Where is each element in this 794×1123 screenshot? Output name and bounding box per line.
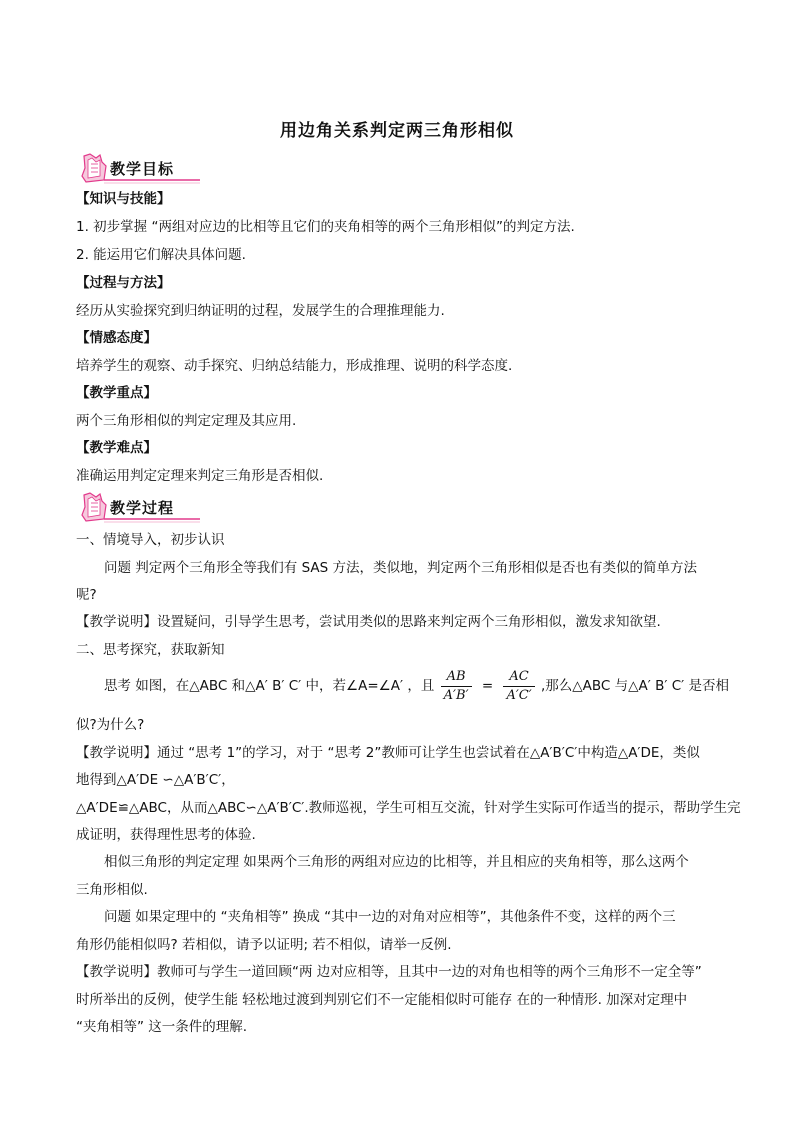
fraction-ac bbox=[503, 669, 534, 704]
emotion-text: 培养学生的观察、动手探究、归纳总结能力，形成推理、说明的科学态度. bbox=[76, 358, 513, 374]
section-banner-goals bbox=[76, 152, 202, 186]
teaching-note-2-line1: 【教学说明】通过 “思考 1”的学习，对于 “思考 2”教师可让学生也尝试着在△A′B′C′中构造△A′DE，类似 bbox=[76, 745, 700, 761]
knowledge-item-2: 2. 能运用它们解决具体问题. bbox=[76, 247, 246, 263]
question1-line1: 问题 判定两个三角形全等我们有 SAS 方法，类似地，判定两个三角形相似是否也有类似的简单方法 bbox=[104, 560, 697, 576]
knowledge-item-1: 1. 初步掌握 “两组对应边的比相等且它们的夹角相等的两个三角形相似”的判定方法. bbox=[76, 219, 575, 235]
part2-heading: 二、思考探究，获取新知 bbox=[76, 642, 225, 658]
theorem-line2: 三角形相似. bbox=[76, 882, 148, 898]
think-suffix: ,那么△ABC 与△A′ B′ C′ 是否相 bbox=[540, 678, 730, 694]
fraction-ab-denominator: A′B′ bbox=[443, 687, 469, 703]
teaching-note-3-line3: “夹角相等” 这一条件的理解. bbox=[76, 1019, 248, 1035]
difficult-point-text: 准确运用判定定理来判定三角形是否相似. bbox=[76, 468, 324, 484]
think-prefix: 思考 如图，在△ABC 和△A′ B′ C′ 中，若∠A=∠A′ ，且 bbox=[104, 678, 435, 694]
teaching-note-2-line2: 地得到△A′DE ∽△A′B′C′， bbox=[76, 772, 235, 788]
process-method-header: 【过程与方法】 bbox=[76, 275, 171, 291]
emotion-header: 【情感态度】 bbox=[76, 330, 157, 346]
fraction-ab-numerator: AB bbox=[441, 669, 472, 687]
teaching-note-2-line3: △A′DE≌△ABC，从而△ABC∽△A′B′C′.教师巡视，学生可相互交流，针对学生实际可作适当的提示，帮助学生完 bbox=[76, 800, 741, 816]
theorem-line1: 相似三角形的判定定理 如果两个三角形的两组对应边的比相等，并且相应的夹角相等，那么这两个 bbox=[104, 854, 689, 870]
section-banner-process bbox=[76, 491, 202, 525]
difficult-point-header: 【教学难点】 bbox=[76, 440, 157, 456]
question1-line2: 呢? bbox=[76, 587, 97, 603]
fraction-ac-numerator: AC bbox=[503, 669, 534, 687]
page-title: 用边角关系判定两三角形相似 bbox=[280, 121, 514, 141]
think-question bbox=[104, 666, 729, 706]
key-point-header: 【教学重点】 bbox=[76, 385, 157, 401]
section-title-goals: 教学目标 bbox=[110, 160, 175, 178]
teaching-note-3-line2: 时所举出的反例，使学生能 轻松地过渡到判别它们不一定能相似时可能存 在的一种情形. 加深对定理中 bbox=[76, 992, 688, 1008]
fraction-ac-denominator: A′C′ bbox=[506, 687, 532, 703]
section-title-process: 教学过程 bbox=[110, 499, 175, 517]
knowledge-header: 【知识与技能】 bbox=[76, 191, 171, 207]
equals-sign: = bbox=[481, 678, 494, 694]
teaching-note-2-line4: 成证明，获得理性思考的体验. bbox=[76, 827, 256, 843]
process-method-text: 经历从实验探究到归纳证明的过程，发展学生的合理推理能力. bbox=[76, 303, 445, 319]
part1-heading: 一、情境导入，初步认识 bbox=[76, 532, 225, 548]
think-question-line2: 似?为什么? bbox=[76, 717, 145, 733]
teaching-note-3-line1: 【教学说明】教师可与学生一道回顾“两 边对应相等，且其中一边的对角也相等的两个三角形不一定全等” bbox=[76, 964, 702, 980]
teaching-note-1: 【教学说明】设置疑问，引导学生思考，尝试用类似的思路来判定两个三角形相似，激发求知欲望. bbox=[76, 614, 661, 630]
fraction-ab bbox=[441, 669, 472, 704]
question2-line1: 问题 如果定理中的 “夹角相等” 换成 “其中一边的对角对应相等”，其他条件不变，这样的两个三 bbox=[104, 909, 676, 925]
question2-line2: 角形仍能相似吗? 若相似，请予以证明; 若不相似，请举一反例. bbox=[76, 937, 452, 953]
key-point-text: 两个三角形相似的判定定理及其应用. bbox=[76, 413, 297, 429]
